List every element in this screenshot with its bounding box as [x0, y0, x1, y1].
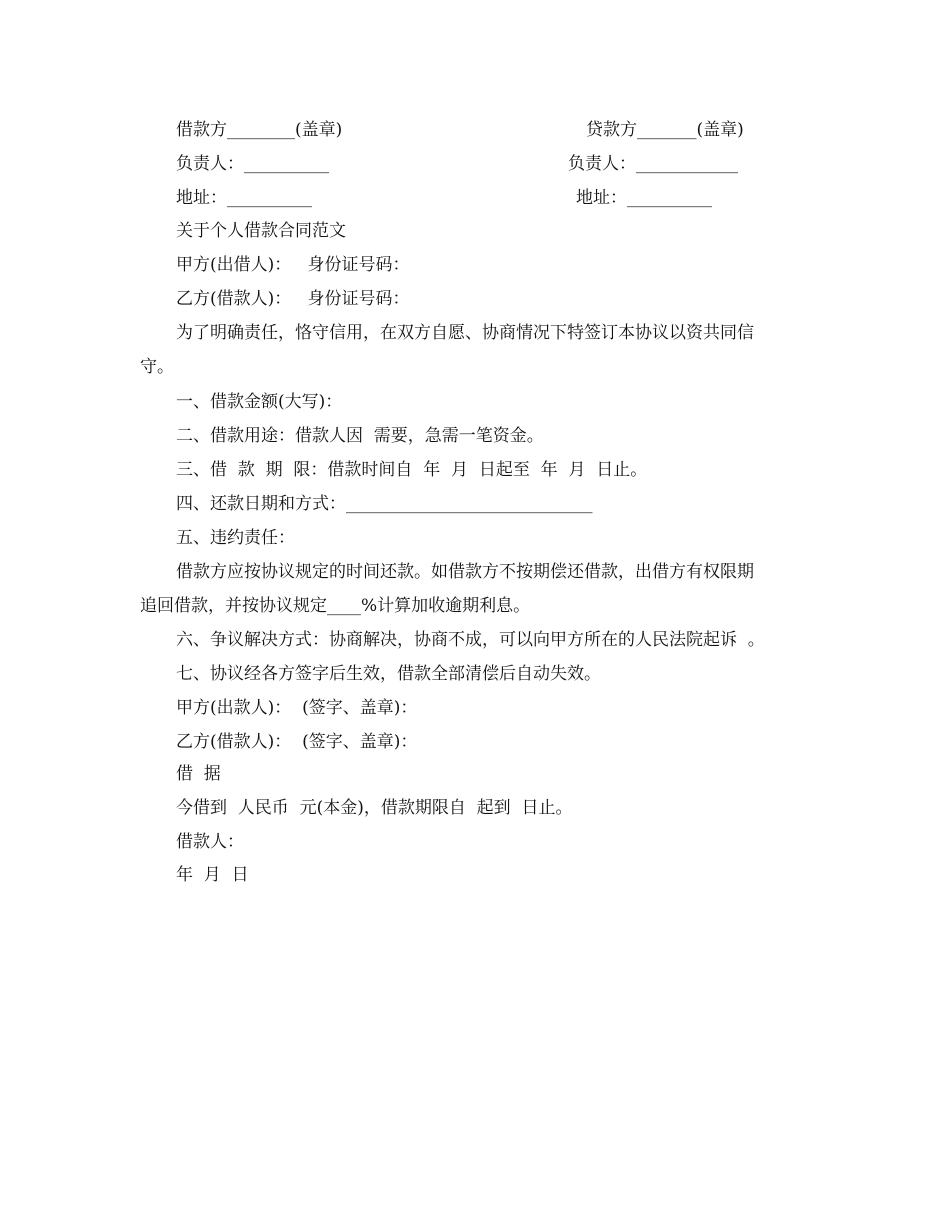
party-a-line: 甲方(出借人)： 身份证号码：	[176, 255, 410, 275]
contract-title: 关于个人借款合同范文	[176, 221, 346, 241]
receipt-date: 年 月 日	[176, 865, 249, 885]
sign-party-a: 甲方(出款人)： (签字、盖章)：	[176, 698, 418, 718]
clause-term: 三、借 款 期 限：借款时间自 年 月 日起至 年 月 日止。	[176, 460, 648, 480]
left-address-line: 地址：__________	[176, 188, 312, 208]
clause-amount: 一、借款金额(大写)：	[176, 392, 343, 412]
party-b-line: 乙方(借款人)： 身份证号码：	[176, 289, 410, 309]
liability-body-line1: 借款方应按协议规定的时间还款。如借款方不按期偿还借款，出借方有权限期	[176, 562, 754, 582]
right-address-line: 地址：__________	[576, 188, 712, 208]
left-manager-line: 负责人：__________	[176, 154, 329, 174]
clause-repayment: 四、还款日期和方式：_____________________________	[176, 494, 593, 514]
receipt-body: 今借到 人民币 元(本金)，借款期限自 起到 日止。	[176, 798, 573, 818]
clause-liability: 五、违约责任：	[176, 528, 295, 548]
clause-purpose: 二、借款用途：借款人因 需要，急需一笔资金。	[176, 426, 544, 446]
sign-party-b: 乙方(借款人)： (签字、盖章)：	[176, 732, 418, 752]
right-manager-line: 负责人：____________	[568, 154, 738, 174]
liability-body-line2: 追回借款，并按协议规定____%计算加收逾期利息。	[140, 596, 531, 616]
receipt-title: 借 据	[176, 764, 221, 784]
lender-seal-line: 贷款方_______(盖章)	[586, 120, 744, 140]
borrower-seal-line: 借款方________(盖章)	[176, 120, 343, 140]
receipt-borrower: 借款人：	[176, 832, 244, 852]
intro-paragraph-line2: 守。	[140, 357, 174, 377]
clause-dispute: 六、争议解决方式：协商解决，协商不成，可以向甲方所在的人民法院起诉 。	[176, 630, 765, 650]
intro-paragraph-line1: 为了明确责任，恪守信用，在双方自愿、协商情况下特签订本协议以资共同信	[176, 323, 754, 343]
clause-effective: 七、协议经各方签字后生效，借款全部清偿后自动失效。	[176, 664, 601, 684]
